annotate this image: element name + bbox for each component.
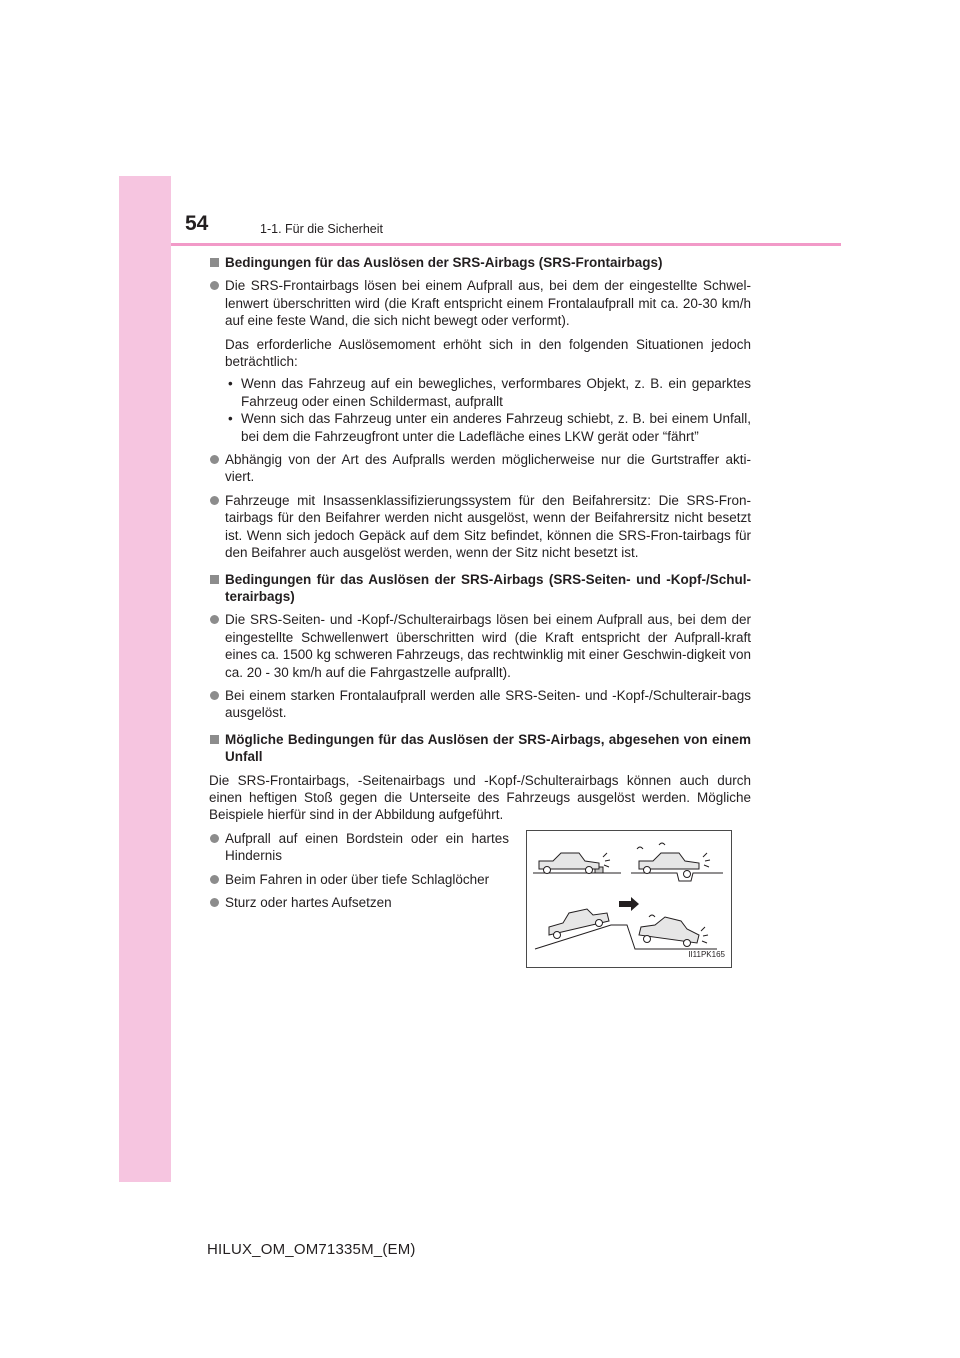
circle-bullet-icon — [210, 898, 219, 907]
section-title: Mögliche Bedingungen für das Auslösen der SRS-Airbags, abgesehen von einem Unfall — [225, 731, 751, 765]
examples-with-figure — [209, 830, 751, 980]
dot-bullet-icon: • — [228, 376, 233, 392]
arrow-icon — [619, 897, 639, 911]
list-item — [209, 277, 751, 329]
figure-label: II11PK165 — [688, 950, 725, 960]
circle-bullet-icon — [210, 875, 219, 884]
list-item — [209, 492, 751, 562]
sub-list-item-text: Wenn sich das Fahrzeug unter ein anderes Fahrzeug schiebt, z. B. bei einem Unfall, bei dem die Fahrzeugfront unter die Ladefläche eines LKW gerät oder “fährt” — [241, 411, 751, 444]
circle-bullet-icon — [210, 834, 219, 843]
section-heading-non-accident — [209, 731, 751, 766]
list-item-text: Bei einem starken Frontalaufprall werden alle SRS-Seiten- und -Kopf-/Schulterair-bags ausgelöst. — [225, 687, 751, 721]
circle-bullet-icon — [210, 455, 219, 464]
list-item-text: Abhängig von der Art des Aufpralls werden möglicherweise nur die Gurtstraffer akti-viert. — [225, 452, 751, 485]
paragraph: Das erforderliche Auslösemoment erhöht sich in den folgenden Situationen jedoch beträchtlich: — [225, 336, 751, 370]
paragraph: Die SRS-Frontairbags, -Seitenairbags und -Kopf-/Schulterairbags können auch durch einen heftigen Stoß gegen die Unterseite des Fahrzeugs ausgelöst werden. Mögliche Beispiele hierfür sind in der Abbildung aufgeführt. — [209, 772, 751, 823]
list-item — [209, 687, 751, 722]
impact-examples-figure — [526, 830, 732, 968]
footer-doc-code: HILUX_OM_OM71335M_(EM) — [207, 1241, 416, 1258]
list-item-text: Die SRS-Frontairbags lösen bei einem Aufprall aus, bei dem der eingestellte Schwel-lenwert überschritten wird (die Kraft entspricht einem Frontalaufprall mit ca. 20-30 km/h auf eine feste Wand, die sich nicht bewegt oder verformt). — [225, 278, 751, 329]
chapter-sidebar-tab — [119, 176, 171, 1182]
square-bullet-icon — [210, 258, 219, 267]
sub-list-item — [209, 375, 751, 410]
list-item — [209, 871, 509, 888]
list-item — [209, 894, 509, 911]
list-item-text: Die SRS-Seiten- und -Kopf-/Schulterairbags lösen bei einem Aufprall aus, bei dem der eingestellte Schwellenwert überschritten wird (die Kraft entspricht der Aufprall-kraft eines ca. 1500 kg schweren Fahrzeugs, das rechtwinklig mit einer Geschwin-digkeit von ca. 20 - 30 km/h auf die Fahrgastzelle aufprallt). — [225, 612, 752, 680]
list-item-text: Beim Fahren in oder über tiefe Schlaglöcher — [225, 871, 490, 887]
list-item — [209, 451, 751, 486]
sub-list-item — [209, 410, 751, 445]
section-heading-frontairbags — [209, 254, 751, 271]
list-item-text: Sturz oder hartes Aufsetzen — [225, 895, 392, 910]
list-item — [209, 611, 751, 681]
circle-bullet-icon — [210, 281, 219, 290]
page-content — [209, 254, 751, 980]
square-bullet-icon — [210, 575, 219, 584]
page-number: 54 — [185, 212, 209, 235]
circle-bullet-icon — [210, 496, 219, 505]
header-rule — [171, 243, 841, 246]
section-title: Bedingungen für das Auslösen der SRS-Airbags (SRS-Seiten- und -Kopf-/Schul-terairbags) — [225, 571, 751, 604]
square-bullet-icon — [210, 735, 219, 744]
dot-bullet-icon: • — [228, 411, 233, 427]
circle-bullet-icon — [210, 615, 219, 624]
sub-list-item-text: Wenn das Fahrzeug auf ein bewegliches, verformbares Objekt, z. B. ein geparktes Fahrzeug oder einen Schildermast, aufprallt — [241, 376, 751, 409]
list-item-text: Aufprall auf einen Bordstein oder ein hartes Hindernis — [225, 830, 509, 864]
circle-bullet-icon — [210, 691, 219, 700]
chapter-title: 1-1. Für die Sicherheit — [260, 222, 383, 236]
examples-list — [209, 830, 509, 912]
section-heading-side-airbags — [209, 571, 751, 606]
section-title: Bedingungen für das Auslösen der SRS-Airbags (SRS-Frontairbags) — [225, 255, 663, 270]
list-item-text: Fahrzeuge mit Insassenklassifizierungssystem für den Beifahrersitz: Die SRS-Fron-tairbags für den Beifahrer werden nicht ausgelöst, wenn der Beifahrersitz nicht besetzt ist. Wenn sich jedoch Gepäck auf dem Sitz befindet, können die SRS-Fron-tairbags für den Beifahrer auch ausgelöst werden, wenn der Sitz nicht besetzt ist. — [225, 492, 751, 561]
list-item — [209, 830, 509, 865]
